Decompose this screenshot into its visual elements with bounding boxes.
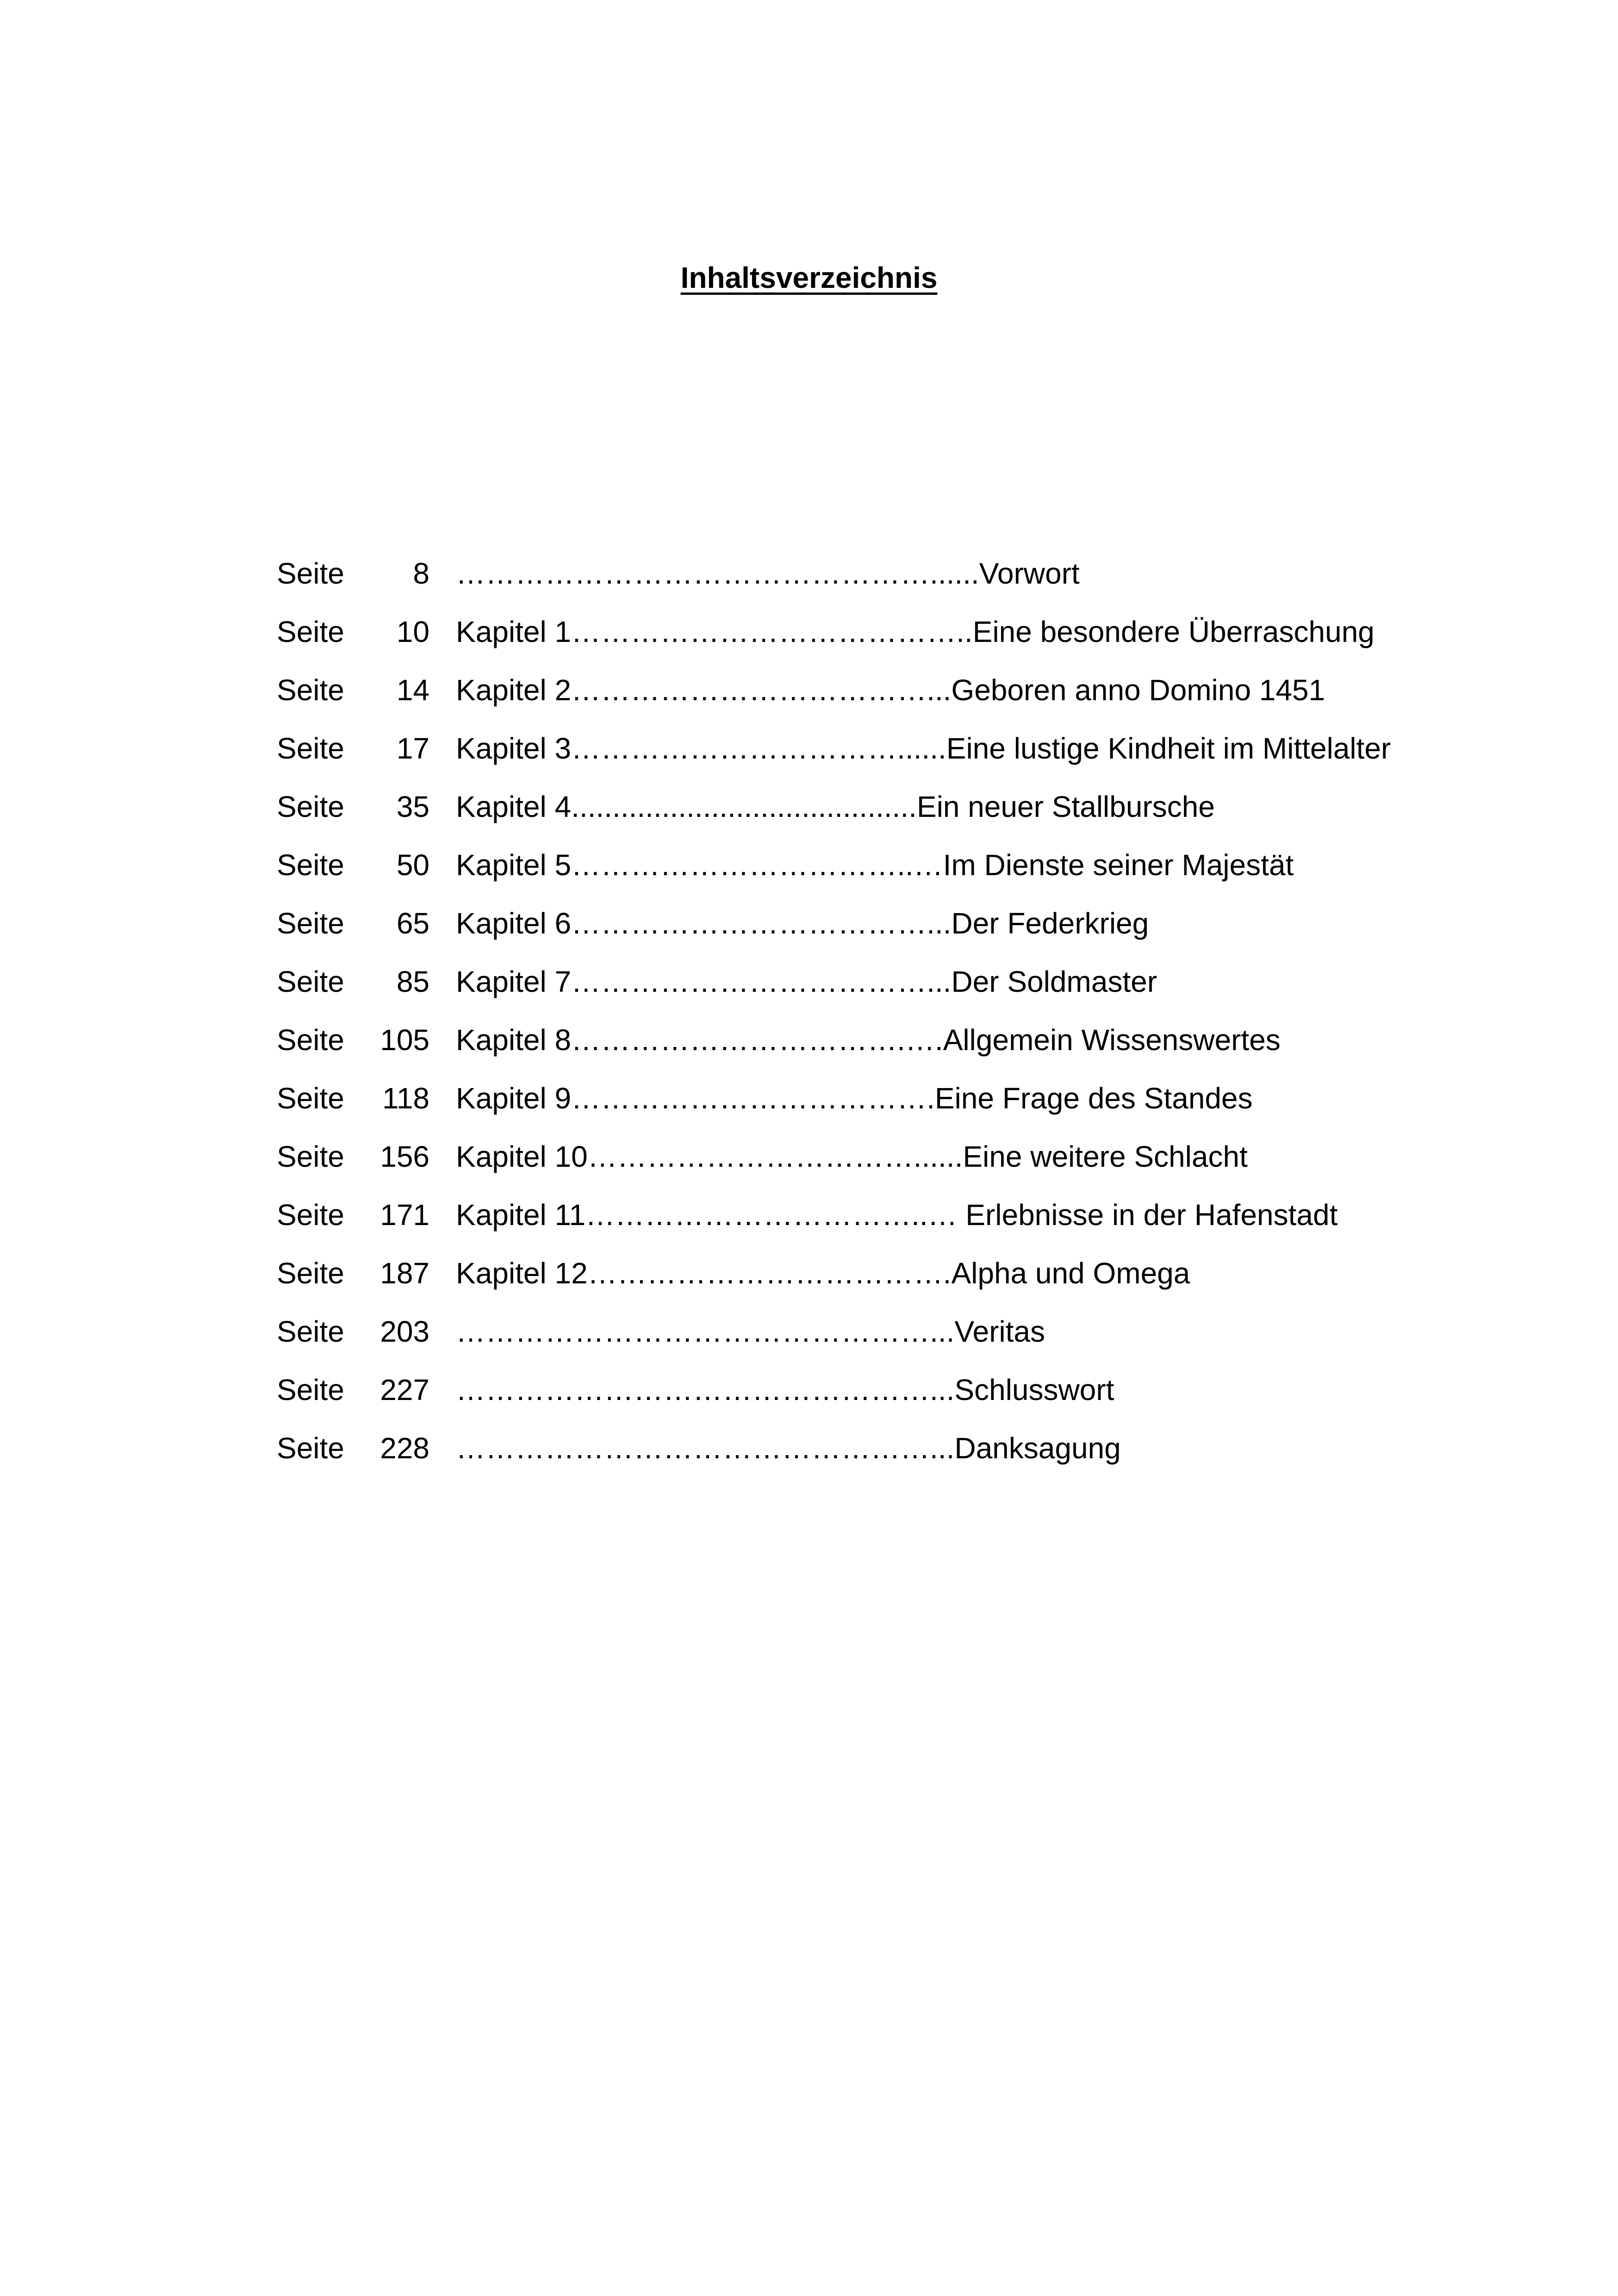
toc-page-number: 8 xyxy=(413,557,429,590)
toc-page-number: 156 xyxy=(380,1140,429,1173)
page-title: Inhaltsverzeichnis xyxy=(680,261,938,294)
toc-page-word: Seite xyxy=(277,848,344,882)
toc-page-number: 203 xyxy=(380,1315,429,1348)
toc-page-number: 14 xyxy=(396,673,429,707)
toc-page-word: Seite xyxy=(277,1023,344,1057)
toc-entry-text: Kapitel 3……………………………......Eine lustige Kindheit im Mittelalter xyxy=(456,732,1391,765)
toc-entry-text: Kapitel 7………………………………...Der Soldmaster xyxy=(456,965,1157,998)
toc-entry xyxy=(277,1253,1526,1312)
toc-page-word: Seite xyxy=(277,1373,344,1406)
toc-entry xyxy=(277,670,1526,728)
toc-page-number: 105 xyxy=(380,1023,429,1057)
toc-entry-text: Kapitel 1…………………………………..Eine besondere Überraschung xyxy=(456,615,1375,648)
toc-entry-text: Kapitel 8…………………………….….Allgemein Wissenswertes xyxy=(456,1023,1281,1057)
toc-entry-text: Kapitel 12……………………………….Alpha und Omega xyxy=(456,1257,1190,1290)
table-of-contents xyxy=(277,554,1526,1487)
toc-entry xyxy=(277,1078,1526,1137)
toc-entry xyxy=(277,1312,1526,1370)
toc-entry-text: Kapitel 11……………………………..… Erlebnisse in der Hafenstadt xyxy=(456,1198,1338,1232)
toc-entry xyxy=(277,728,1526,787)
toc-page-number: 35 xyxy=(396,790,429,823)
toc-entry xyxy=(277,845,1526,903)
toc-page-word: Seite xyxy=(277,1198,344,1232)
toc-page-number: 10 xyxy=(396,615,429,648)
toc-page-word: Seite xyxy=(277,615,344,648)
toc-entry-text: …………………………………………......Vorwort xyxy=(456,557,1080,590)
toc-page-word: Seite xyxy=(277,907,344,940)
toc-page-number: 65 xyxy=(396,907,429,940)
toc-entry-text: Kapitel 4..........................................Ein neuer Stallbursche xyxy=(456,790,1215,823)
toc-page-word: Seite xyxy=(277,1082,344,1115)
toc-entry-text: Kapitel 6………………………………...Der Federkrieg xyxy=(456,907,1149,940)
toc-page-word: Seite xyxy=(277,1257,344,1290)
toc-page-number: 227 xyxy=(380,1373,429,1406)
toc-page-word: Seite xyxy=(277,732,344,765)
toc-page-word: Seite xyxy=(277,1140,344,1173)
toc-entry-text: …………………………………………...Danksagung xyxy=(456,1431,1121,1465)
toc-page-number: 228 xyxy=(380,1431,429,1465)
toc-entry xyxy=(277,1020,1526,1078)
toc-entry xyxy=(277,612,1526,670)
toc-page-number: 118 xyxy=(382,1082,429,1115)
toc-page-word: Seite xyxy=(277,790,344,823)
toc-page-word: Seite xyxy=(277,1431,344,1465)
toc-page-word: Seite xyxy=(277,557,344,590)
toc-entry xyxy=(277,1137,1526,1195)
toc-entry xyxy=(277,554,1526,612)
toc-page-word: Seite xyxy=(277,1315,344,1348)
toc-entry xyxy=(277,1370,1526,1428)
toc-entry-text: Kapitel 5……………………………..…Im Dienste seiner Majestät xyxy=(456,848,1294,882)
toc-entry-text: Kapitel 9……………………………….Eine Frage des Standes xyxy=(456,1082,1253,1115)
toc-entry-text: Kapitel 2………………………………...Geboren anno Domino 1451 xyxy=(456,673,1326,707)
toc-page-number: 85 xyxy=(396,965,429,998)
toc-entry xyxy=(277,1428,1526,1487)
toc-page-number: 50 xyxy=(396,848,429,882)
toc-entry-text: …………………………………………...Veritas xyxy=(456,1315,1045,1348)
toc-page-word: Seite xyxy=(277,673,344,707)
toc-entry xyxy=(277,903,1526,962)
toc-page-number: 17 xyxy=(396,732,429,765)
toc-page-word: Seite xyxy=(277,965,344,998)
toc-page-number: 171 xyxy=(380,1198,429,1232)
toc-entry xyxy=(277,1195,1526,1253)
toc-entry-text: …………………………………………...Schlusswort xyxy=(456,1373,1114,1406)
toc-entry xyxy=(277,787,1526,845)
toc-entry-text: Kapitel 10……………………………......Eine weitere Schlacht xyxy=(456,1140,1248,1173)
toc-page-number: 187 xyxy=(380,1257,429,1290)
toc-entry xyxy=(277,962,1526,1020)
